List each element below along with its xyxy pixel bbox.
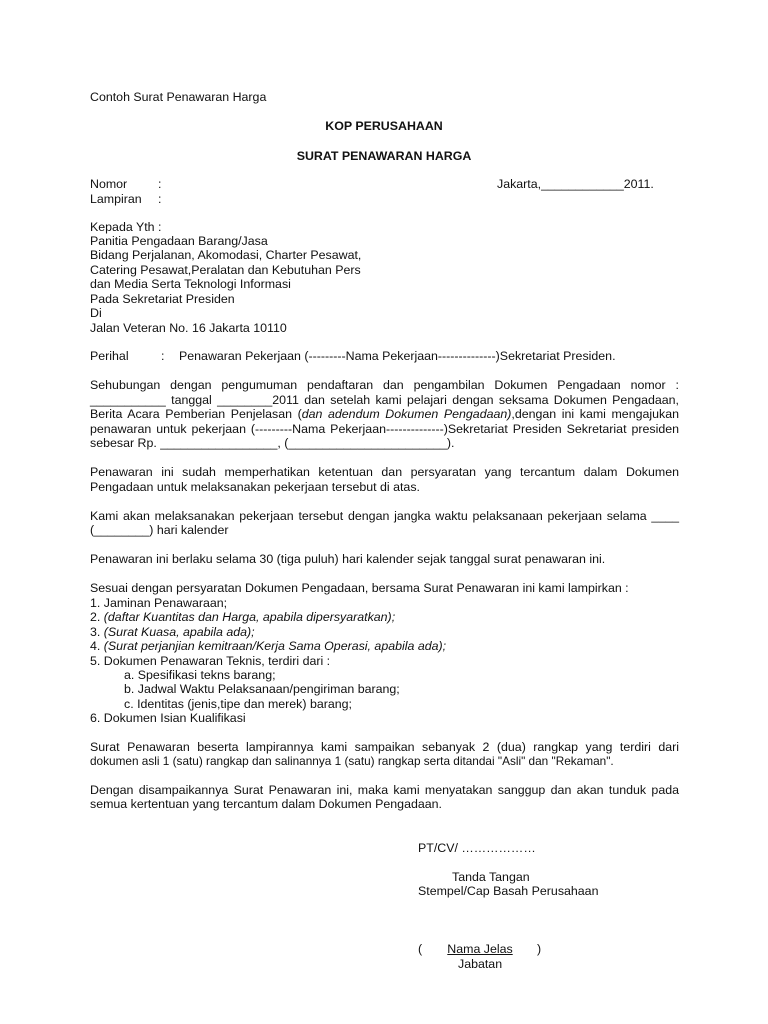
- stamp-label: Stempel/Cap Basah Perusahaan: [418, 884, 599, 898]
- paragraph-line: (________) hari kalender: [90, 523, 229, 537]
- paragraph-line: [90, 407, 679, 422]
- perihal-label: Perihal: [90, 349, 129, 363]
- signer-position: Jabatan: [458, 957, 503, 971]
- list-number: 4.: [90, 639, 104, 653]
- name-close-paren: ): [537, 942, 542, 956]
- sub-list-item: b. Jadwal Waktu Pelaksanaan/pengiriman barang;: [124, 682, 400, 696]
- signature-label: Tanda Tangan: [452, 870, 530, 884]
- italic-segment: dan adendum Dokumen Pengadaan): [301, 407, 512, 421]
- paragraph-line: Kami akan melaksanakan pekerjaan tersebut dengan jangka waktu pelaksanaan pekerjaan selama ____: [90, 509, 679, 523]
- paragraph-line: Sesuai dengan persyaratan Dokumen Pengadaan, bersama Surat Penawaran ini kami lampirkan :: [90, 581, 629, 595]
- list-number: 3.: [90, 625, 104, 639]
- name-open-paren: (: [418, 942, 423, 956]
- paragraph-line: Penawaran ini berlaku selama 30 (tiga puluh) hari kalender sejak tanggal surat penawaran ini.: [90, 552, 606, 566]
- recipient-line: Catering Pesawat,Peralatan dan Kebutuhan Pers: [90, 263, 361, 277]
- paragraph-line: Surat Penawaran beserta lampirannya kami sampaikan sebanyak 2 (dua) rangkap yang terdiri dari: [90, 740, 679, 754]
- paragraph-line: penawaran untuk pekerjaan (---------Nama Pekerjaan--------------)Sekretariat Presiden Sekretariat presiden: [90, 422, 679, 436]
- recipient-line: dan Media Serta Teknologi Informasi: [90, 277, 291, 291]
- perihal-text: Penawaran Pekerjaan (---------Nama Pekerjaan--------------)Sekretariat Presiden.: [179, 349, 616, 363]
- letter-title: SURAT PENAWARAN HARGA: [296, 149, 472, 163]
- list-item: 6. Dokumen Isian Kualifikasi: [90, 711, 246, 725]
- list-number: 2.: [90, 610, 104, 624]
- signer-name: Nama Jelas: [447, 942, 513, 956]
- place-date: Jakarta,____________2011.: [497, 177, 654, 191]
- text-segment: Berita Acara Pemberian Penjelasan (: [90, 407, 302, 421]
- paragraph-line: sebesar Rp. _________________, (_______________________).: [90, 436, 455, 450]
- paragraph-line: Sehubungan dengan pengumuman pendaftaran dan pengambilan Dokumen Pengadaan nomor :: [90, 378, 679, 392]
- paragraph-line: dokumen asli 1 (satu) rangkap dan salinannya 1 (satu) rangkap serta ditandai "Asli" dan "Rekaman".: [90, 754, 614, 768]
- recipient-line: Kepada Yth :: [90, 220, 162, 234]
- document-title: Contoh Surat Penawaran Harga: [90, 90, 267, 104]
- list-item: [90, 610, 395, 625]
- paragraph-line: Pengadaan untuk melaksanakan pekerjaan tersebut di atas.: [90, 480, 420, 494]
- italic-segment: (Surat Kuasa, apabila ada);: [103, 625, 255, 639]
- company-letterhead: KOP PERUSAHAAN: [325, 119, 443, 133]
- sub-list-item: a. Spesifikasi tekns barang;: [124, 668, 276, 682]
- paragraph-line: Dengan disampaikannya Surat Penawaran ini, maka kami menyatakan sanggup dan akan tunduk pada: [90, 783, 679, 797]
- company-name-field: PT/CV/ ………………: [418, 841, 536, 855]
- recipient-line: Pada Sekretariat Presiden: [90, 292, 235, 306]
- recipient-line: Bidang Perjalanan, Akomodasi, Charter Pesawat,: [90, 248, 362, 262]
- paragraph-line: ___________ tanggal ________2011 dan setelah kami pelajari dengan seksama Dokumen Pengadaan,: [90, 393, 679, 407]
- lampiran-label: Lampiran: [90, 192, 142, 206]
- text-segment: ,dengan ini kami mengajukan: [511, 407, 679, 421]
- recipient-line: Panitia Pengadaan Barang/Jasa: [90, 234, 268, 248]
- italic-segment: (Surat perjanjian kemitraan/Kerja Sama Operasi, apabila ada);: [103, 639, 447, 653]
- perihal-colon: :: [161, 349, 165, 363]
- sub-list-item: c. Identitas (jenis,tipe dan merek) barang;: [124, 697, 352, 711]
- nomor-label: Nomor: [90, 177, 128, 191]
- recipient-line: Di: [90, 306, 102, 320]
- list-item: 1. Jaminan Penawaraan;: [90, 596, 228, 610]
- list-item: [90, 625, 255, 640]
- recipient-line: Jalan Veteran No. 16 Jakarta 10110: [90, 321, 287, 335]
- list-item: 5. Dokumen Penawaran Teknis, terdiri dari :: [90, 654, 331, 668]
- list-item: [90, 639, 446, 654]
- lampiran-colon: :: [158, 192, 162, 206]
- nomor-colon: :: [158, 177, 162, 191]
- paragraph-line: Penawaran ini sudah memperhatikan ketentuan dan persyaratan yang tercantum dalam Dokumen: [90, 465, 679, 479]
- paragraph-line: semua kertentuan yang tercantum dalam Dokumen Pengadaan.: [90, 797, 442, 811]
- italic-segment: (daftar Kuantitas dan Harga, apabila dipersyaratkan);: [103, 610, 396, 624]
